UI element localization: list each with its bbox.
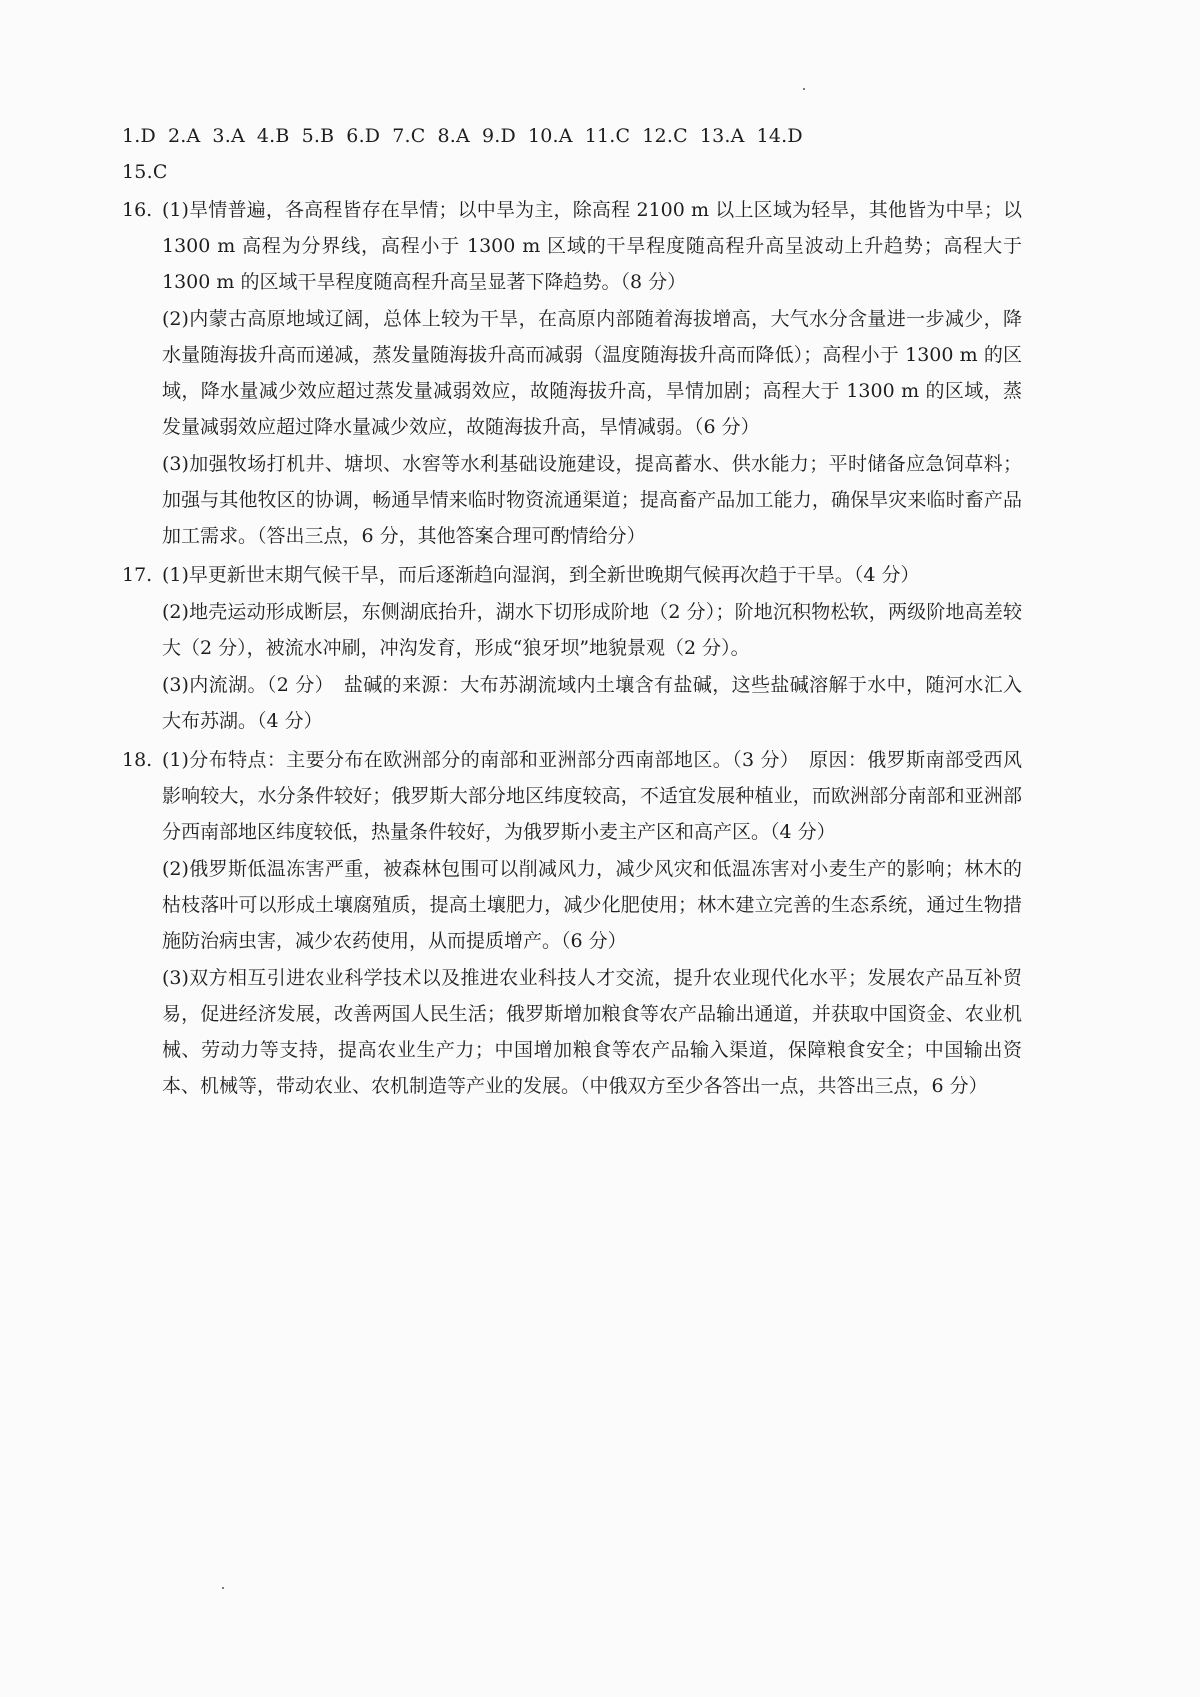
answer-part: (1)早更新世末期气候干旱，而后逐渐趋向湿润，到全新世晚期气候再次趋于干旱。（4 分） bbox=[162, 564, 920, 586]
multiple-choice-answers-line2 bbox=[122, 154, 1022, 190]
mc-answer: 10.A bbox=[527, 125, 573, 147]
answer-part: (3)双方相互引进农业科学技术以及推进农业科技人才交流，提升农业现代化水平；发展农产品互补贸易，促进经济发展，改善两国人民生活；俄罗斯增加粮食等农产品输出通道，并获取中国资金、农业机械、劳动力等支持，提高农业生产力；中国增加粮食等农产品输入渠道，保障粮食安全；中国输出资本、机械等，带动农业、农机制造等产业的发展。（中俄双方至少各答出一点，共答出三点，6 分） bbox=[162, 967, 1022, 1097]
mc-answer: 1.D bbox=[122, 125, 156, 147]
answer-part: (2)内蒙古高原地域辽阔，总体上较为干旱，在高原内部随着海拔增高，大气水分含量进一步减少，降水量随海拔升高而递减，蒸发量随海拔升高而减弱（温度随海拔升高而降低）；高程小于 1300 m 的区域，降水量减少效应超过蒸发量减弱效应，故随海拔升高，旱情加剧；高程大于 1300 m 的区域，蒸发量减弱效应超过降水量减少效应，故随海拔升高，旱情减弱。（6 分） bbox=[162, 308, 1022, 438]
answer-part: (1)分布特点：主要分布在欧洲部分的南部和亚洲部分西南部地区。（3 分） 原因：俄罗斯南部受西风影响较大，水分条件较好；俄罗斯大部分地区纬度较高，不适宜发展种植业，而欧洲部分南部和亚洲部分西南部地区纬度较低，热量条件较好，为俄罗斯小麦主产区和高产区。（4 分） bbox=[162, 749, 1022, 843]
mc-answer: 5.B bbox=[301, 125, 335, 147]
question-16 bbox=[122, 192, 1022, 555]
question-number: 17. bbox=[122, 564, 153, 586]
question-17 bbox=[122, 557, 1022, 740]
mc-answer: 2.A bbox=[167, 125, 201, 147]
multiple-choice-answers bbox=[122, 118, 1022, 154]
question-18 bbox=[122, 742, 1022, 1105]
mc-answer: 8.A bbox=[437, 125, 470, 147]
answer-part: (3)内流湖。（2 分） 盐碱的来源：大布苏湖流域内土壤含有盐碱，这些盐碱溶解于水中，随河水汇入大布苏湖。（4 分） bbox=[162, 674, 1022, 732]
mc-answer: 13.A bbox=[699, 125, 745, 147]
mc-answer: 3.A bbox=[212, 125, 245, 147]
mc-answer: 15.C bbox=[122, 161, 168, 183]
answer-part: (2)地壳运动形成断层，东侧湖底抬升，湖水下切形成阶地（2 分）；阶地沉积物松软，两级阶地高差较大（2 分），被流水冲刷，冲沟发育，形成“狼牙坝”地貌景观（2 分）。 bbox=[162, 601, 1022, 659]
question-number: 18. bbox=[122, 749, 153, 771]
scan-speck-bottom bbox=[222, 1587, 224, 1589]
mc-answer: 12.C bbox=[642, 125, 688, 147]
mc-answer: 6.D bbox=[346, 125, 381, 147]
question-number: 16. bbox=[122, 199, 153, 221]
answer-part: (2)俄罗斯低温冻害严重，被森林包围可以削减风力，减少风灾和低温冻害对小麦生产的影响；林木的枯枝落叶可以形成土壤腐殖质，提高土壤肥力，减少化肥使用；林木建立完善的生态系统，通过生物措施防治病虫害，减少农药使用，从而提质增产。（6 分） bbox=[162, 858, 1022, 952]
mc-answer: 14.D bbox=[756, 125, 803, 147]
answer-part: (3)加强牧场打机井、塘坝、水窖等水利基础设施建设，提高蓄水、供水能力；平时储备应急饲草料；加强与其他牧区的协调，畅通旱情来临时物资流通渠道；提高畜产品加工能力，确保旱灾来临时畜产品加工需求。（答出三点，6 分，其他答案合理可酌情给分） bbox=[162, 453, 1022, 547]
mc-answer: 11.C bbox=[584, 125, 631, 147]
answer-sheet bbox=[122, 118, 1022, 1105]
scan-speck-top bbox=[803, 88, 805, 90]
mc-answer: 9.D bbox=[481, 125, 516, 147]
answer-part: (1)旱情普遍，各高程皆存在旱情；以中旱为主，除高程 2100 m 以上区域为轻旱，其他皆为中旱；以 1300 m 高程为分界线，高程小于 1300 m 区域的干旱程度随高程升高呈波动上升趋势；高程大于 1300 m 的区域干旱程度随高程升高呈显著下降趋势。（8 分） bbox=[162, 199, 1022, 293]
mc-answer: 7.C bbox=[392, 125, 426, 147]
mc-answer: 4.B bbox=[256, 125, 290, 147]
